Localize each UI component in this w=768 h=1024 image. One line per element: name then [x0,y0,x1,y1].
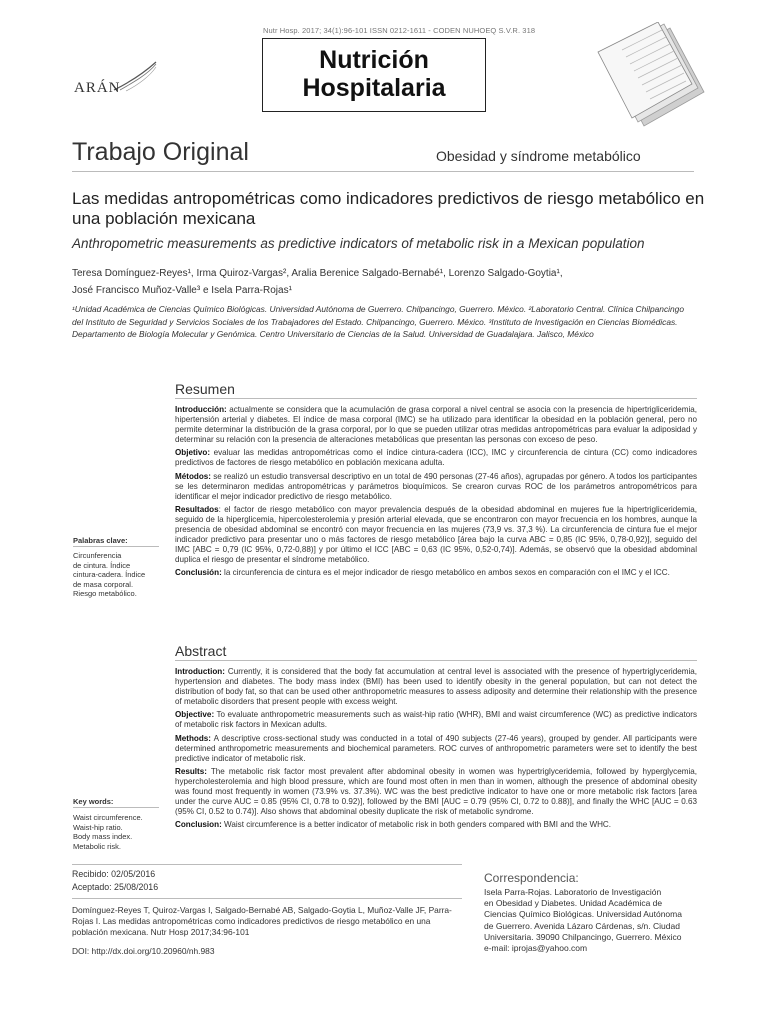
correspondence-details [484,887,694,954]
label-resultados: Resultados [175,504,219,514]
keyword-es-line: Circunferencia [73,551,122,560]
correspondence-heading: Correspondencia: [484,871,579,885]
resumen-heading: Resumen [175,381,235,397]
label-introduccion: Introducción: [175,405,227,414]
text-results: The metabolic risk factor most prevalent after abdominal obesity in women was hypertriglyceridemia, followed by hyperglycemia, hypercholesterolemia and high blood pressure, which are found most often in men than in women, although the presence of abdominal obesity was found most frequently in women (73.9% vs. 37.3%). WC was the best predictive indicator to have one or more metabolic risk factors [area under the curve AUC = 0.85 (95% CI, 0.78 to 0.92)], followed by the BMI [AUC = 0.79 (95% CI, 0.72 to 0.88)], and finally the WHC [AUC = 0.63 (95% CI, 0.52 to 0.74)]. Also shows that abdominal obesity duplicate the risk of metabolic syndrome. [175,766,697,817]
resumen-introduction [175,405,697,445]
resumen-methods [175,472,697,502]
section-topic: Obesidad y síndrome metabólico [436,148,641,164]
author-list [72,265,702,299]
article-title-en: Anthropometric measurements as predictive indicators of metabolic risk in a Mexican population [72,236,645,251]
text-methods: A descriptive cross-sectional study was conducted in a total of 490 subjects (27-46 years), grouped by gender. All participants were determined anthropometric measurements and biochemical parameters. ROC curves of anthropometric parameters were set to identify the best predictive indicator of metabolic risk. [175,733,697,763]
section-divider [72,171,694,172]
journal-name-line1: Nutrición [319,46,429,74]
article-title-es: Las medidas antropométricas como indicadores predictivos de riesgo metabólico en una población mexicana [72,189,705,228]
keyword-es-line: cintura-cadera. Índice [73,570,146,579]
label-methods: Methods: [175,733,211,743]
keyword-es-line: de cintura. Índice [73,560,131,570]
abstract-introduction [175,667,697,707]
correspondence-line: Ciencias Químico Biológicas. Universidad Autónoma [484,909,682,920]
journal-logo [262,38,486,112]
label-objective: Objective: [175,710,215,720]
keywords-es-list [73,551,153,599]
keyword-en-line: Metabolic risk. [73,841,121,851]
journal-name-line2: Hospitalaria [302,74,446,102]
keyword-es-line: Riesgo metabólico. [73,589,137,598]
journal-cover-stack [592,22,712,132]
resumen-results [175,505,697,566]
keyword-en-line: Waist-hip ratio. [73,822,123,832]
keywords-en-list [73,813,153,851]
text-introduction: Currently, it is considered that the body fat accumulation at central level is associated with the presence of hypertriglyceridemia, hypertension and diabetes. The body mass index (BMI) has been used to identify obesity in the general population, but can not detect the distribution of body fat, so that can be used other anthropometric measures to assess adiposity and determine their relationship with the presence of metabolic disorders that present people with excess weight. [175,667,697,707]
resumen-conclusion [175,568,697,578]
accepted-date: Aceptado: 25/08/2016 [72,881,159,892]
label-objetivo: Objetivo: [175,448,211,458]
abstract-objective [175,710,697,730]
section-type: Trabajo Original [72,138,249,166]
abstract-body [175,667,697,833]
doi-link[interactable]: DOI: http://dx.doi.org/10.20960/nh.983 [72,946,215,956]
text-conclusion: la circunferencia de cintura es el mejor indicador de riesgo metabólico en ambos sexos en comparación con el IMC y el ICC. [221,568,670,578]
abstract-methods [175,734,697,764]
label-conclusion-en: Conclusion: [175,820,222,830]
resumen-divider [175,398,697,399]
text-introduccion: actualmente se considera que la acumulación de grasa corporal a nivel central se asocia con la presencia de hipertrigliceridemia, hipertensión arterial y diabetes. El índice de masa corporal (IMC) se ha utilizado para identificar la obesidad en la población general, pero no permite determinar la distribución de la grasa corporal, por lo que se pueden utilizar otras medidas antropométricas para evaluar la adiposidad y determinar su relación con la presencia de alteraciones metabólicas que presentan las personas con exceso de peso. [175,405,697,445]
text-conclusion-en: Waist circumference is a better indicator of metabolic risk in both genders compared with BMI and the WHC. [221,820,612,830]
text-objetivo: evaluar las medidas antropométricas como el índice cintura-cadera (ICC), IMC y circunferencia de cintura (CC) como indicadores predictivos de factores de riesgo metabólico en población mexicana adulta. [175,448,697,468]
text-objective: To evaluate anthropometric measurements such as waist-hip ratio (WHR), BMI and waist circumference (WC) as predictive indicators of metabolic risk factors in Mexican adults. [175,710,697,730]
correspondence-email[interactable]: e-mail: iprojas@yahoo.com [484,943,588,954]
label-results: Results: [175,766,207,776]
text-resultados: : el factor de riesgo metabólico con mayor prevalencia después de la obesidad abdominal en mujeres fue la hipertrigliceridemia, seguido de la hiperglicemia, hipercolesterolemia y presión arterial elevada, que se encontraron con mayor frecuencia en los hombres, aunque la presencia de obesidad abdominal se encontró con mayor frecuencia en las mujeres (73,9 vs. 37,3 %). La circunferencia de cintura fue el mejor indicador predictivo para presentar uno o más factores de riesgo metabólico [área bajo la curva ABC = 0,85 (IC 95%, 0,78-0,92)], seguido del IMC [ABC = 0,79 (IC 95%, 0,72-0,88)] y por último el ICC [ABC = 0,63 (IC 95%, 0,52-0,74)]. Además, se observó que la obesidad abdominal duplica el riesgo de presentar el síndrome metabólico. [175,504,697,565]
publisher-name: ARÁN [74,80,121,96]
authors-line-2: José Francisco Muñoz-Valle³ e Isela Parra-Rojas¹ [72,285,292,296]
keyword-en-line: Waist circumference. [73,813,143,822]
keywords-es-title: Palabras clave: [73,536,128,545]
affiliations: ¹Unidad Académica de Ciencias Químico Biológicas. Universidad Autónoma de Guerrero. Chilpancingo, Guerrero. México. ²Laboratorio Central. Clínica Chilpancingo del Instituto de Seguridad y Servicios Sociales de los Trabajadores del Estado. Chilpancingo, Guerrero. México. ³Instituto de Investigación en Ciencias Biomédicas. Departamento de Biología Molecular y Genómica. Centro Universitario de Ciencias de la Salud. Universidad de Guadalajara. Jalisco, México [72,304,684,339]
correspondence-line: Isela Parra-Rojas. Laboratorio de Investigación [484,887,662,897]
footer-divider-mid [72,898,462,899]
correspondence-line: Universitaria. 39090 Chilpancingo, Guerrero. México [484,931,682,942]
abstract-conclusion [175,820,697,830]
label-metodos: Métodos: [175,471,211,481]
footer-divider-left [72,864,462,865]
keyword-en-line: Body mass index. [73,832,133,841]
received-date: Recibido: 02/05/2016 [72,869,156,879]
keywords-es-divider [73,546,159,547]
abstract-heading: Abstract [175,643,227,659]
publisher-logo [70,60,160,100]
abstract-divider [175,660,697,661]
keywords-en-title: Key words: [73,797,114,806]
journal-cover-image [592,22,712,132]
authors-line-1: Teresa Domínguez-Reyes¹, Irma Quiroz-Vargas², Aralia Berenice Salgado-Bernabé¹, Lorenzo Salgado-Goytia¹, [72,268,563,279]
resumen-body [175,405,697,582]
label-conclusion: Conclusión: [175,568,222,578]
how-to-cite: Domínguez-Reyes T, Quiroz-Vargas I, Salgado-Bernabé AB, Salgado-Goytia L, Muñoz-Valle JF, Parra-Rojas I. Las medidas antropométricas como indicadores predictivos de riesgo metabólico en una población mexicana. Nutr Hosp 2017;34:96-101 [72,905,452,937]
correspondence-line: en Obesidad y Diabetes. Unidad Académica de [484,898,663,909]
abstract-results [175,767,697,817]
correspondence-line: de Guerrero. Avenida Lázaro Cárdenas, s/n. Ciudad [484,920,680,931]
label-introduction: Introduction: [175,667,225,676]
keywords-en-divider [73,807,159,808]
article-dates [72,868,158,893]
text-metodos: se realizó un estudio transversal descriptivo en un total de 490 personas (27-46 años), agrupadas por género. A todos los participantes se les determinaron medidas antropométricas y parámetros bioquímicos. Se crearon curvas ROC de los parámetros antropométricos para identificar el mejor indicador predictivo de riesgo metabólico. [175,471,697,501]
resumen-objective [175,448,697,468]
journal-citation-line: Nutr Hosp. 2017; 34(1):96-101 ISSN 0212-1611 - CODEN NUHOEQ S.V.R. 318 [263,26,536,35]
keyword-es-line: de masa corporal. [73,579,134,589]
